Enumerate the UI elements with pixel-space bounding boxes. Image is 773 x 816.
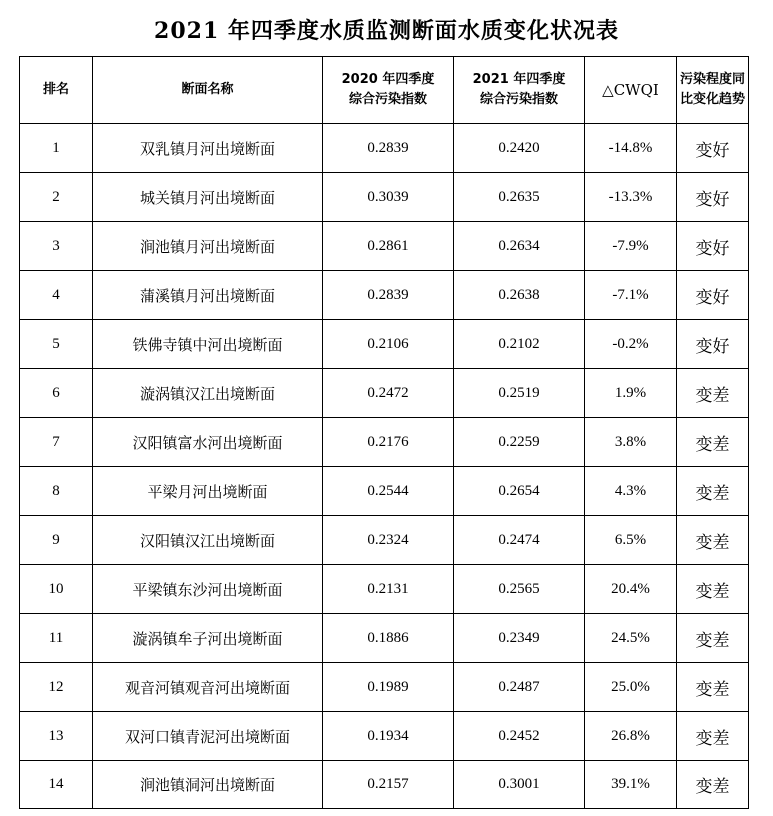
cell-trend: 变差 <box>677 369 749 418</box>
header-trend-line1: 污染程度同 <box>679 72 745 87</box>
cell-trend: 变差 <box>677 712 749 761</box>
table-row <box>20 516 749 565</box>
cell-rank: 13 <box>20 712 93 761</box>
cell-rank: 14 <box>20 761 93 809</box>
cell-index-2020: 0.1989 <box>323 663 454 712</box>
cell-section-name: 铁佛寺镇中河出境断面 <box>93 320 323 369</box>
table-row <box>20 124 749 173</box>
cell-section-name: 平梁月河出境断面 <box>93 467 323 516</box>
cell-index-2020: 0.1886 <box>323 614 454 663</box>
table-row <box>20 369 749 418</box>
table-row <box>20 565 749 614</box>
cell-index-2020: 0.2176 <box>323 418 454 467</box>
cell-section-name: 双河口镇青泥河出境断面 <box>93 712 323 761</box>
table-row <box>20 467 749 516</box>
cell-section-name: 涧池镇洞河出境断面 <box>93 761 323 809</box>
cell-rank: 8 <box>20 467 93 516</box>
table-row <box>20 712 749 761</box>
table-row <box>20 663 749 712</box>
header-index-2020-line2: 综合污染指数 <box>348 92 427 107</box>
cell-index-2021: 0.2452 <box>454 712 585 761</box>
cell-index-2020: 0.2839 <box>323 124 454 173</box>
table-row <box>20 222 749 271</box>
cell-delta-cwqi: -7.9% <box>585 222 677 271</box>
header-index-2021 <box>454 57 585 124</box>
cell-index-2020: 0.2131 <box>323 565 454 614</box>
cell-trend: 变差 <box>677 516 749 565</box>
cell-rank: 5 <box>20 320 93 369</box>
cell-trend: 变差 <box>677 614 749 663</box>
cell-index-2021: 0.2635 <box>454 173 585 222</box>
cell-section-name: 城关镇月河出境断面 <box>93 173 323 222</box>
cell-delta-cwqi: -7.1% <box>585 271 677 320</box>
cell-rank: 7 <box>20 418 93 467</box>
cell-index-2021: 0.2102 <box>454 320 585 369</box>
cell-section-name: 涧池镇月河出境断面 <box>93 222 323 271</box>
header-index-2021-line2: 综合污染指数 <box>479 92 558 107</box>
header-section-name: 断面名称 <box>93 57 323 124</box>
cell-delta-cwqi: -0.2% <box>585 320 677 369</box>
cell-delta-cwqi: 6.5% <box>585 516 677 565</box>
table-row <box>20 320 749 369</box>
cell-index-2020: 0.2472 <box>323 369 454 418</box>
cell-trend: 变差 <box>677 418 749 467</box>
cell-index-2021: 0.2565 <box>454 565 585 614</box>
cell-index-2020: 0.2839 <box>323 271 454 320</box>
cell-section-name: 汉阳镇汉江出境断面 <box>93 516 323 565</box>
cell-index-2020: 0.2544 <box>323 467 454 516</box>
table-row <box>20 173 749 222</box>
cell-delta-cwqi: 25.0% <box>585 663 677 712</box>
cell-rank: 10 <box>20 565 93 614</box>
cell-index-2021: 0.2349 <box>454 614 585 663</box>
cell-index-2021: 0.2259 <box>454 418 585 467</box>
cell-rank: 11 <box>20 614 93 663</box>
cell-trend: 变好 <box>677 320 749 369</box>
cell-index-2021: 0.2634 <box>454 222 585 271</box>
water-quality-table <box>19 56 749 809</box>
cell-trend: 变差 <box>677 761 749 809</box>
cell-delta-cwqi: 24.5% <box>585 614 677 663</box>
cell-delta-cwqi: 1.9% <box>585 369 677 418</box>
cell-rank: 4 <box>20 271 93 320</box>
cell-rank: 6 <box>20 369 93 418</box>
cell-section-name: 漩涡镇汉江出境断面 <box>93 369 323 418</box>
cell-trend: 变好 <box>677 124 749 173</box>
cell-index-2021: 0.2420 <box>454 124 585 173</box>
cell-section-name: 蒲溪镇月河出境断面 <box>93 271 323 320</box>
header-index-2020-line1: 2020 年四季度 <box>341 72 435 87</box>
cell-section-name: 双乳镇月河出境断面 <box>93 124 323 173</box>
cell-delta-cwqi: 26.8% <box>585 712 677 761</box>
cell-trend: 变差 <box>677 565 749 614</box>
cell-delta-cwqi: -14.8% <box>585 124 677 173</box>
cell-section-name: 汉阳镇富水河出境断面 <box>93 418 323 467</box>
cell-index-2021: 0.2474 <box>454 516 585 565</box>
cell-rank: 3 <box>20 222 93 271</box>
cell-trend: 变好 <box>677 173 749 222</box>
page-title: 2021 年四季度水质监测断面水质变化状况表 <box>154 18 619 44</box>
table-row <box>20 614 749 663</box>
cell-delta-cwqi: 20.4% <box>585 565 677 614</box>
cell-index-2021: 0.2638 <box>454 271 585 320</box>
cell-section-name: 平梁镇东沙河出境断面 <box>93 565 323 614</box>
cell-index-2021: 0.2519 <box>454 369 585 418</box>
cell-rank: 1 <box>20 124 93 173</box>
cell-trend: 变好 <box>677 271 749 320</box>
table-header-row <box>20 57 749 124</box>
cell-index-2020: 0.2106 <box>323 320 454 369</box>
header-index-2021-line1: 2021 年四季度 <box>472 72 566 87</box>
cell-index-2020: 0.1934 <box>323 712 454 761</box>
cell-trend: 变差 <box>677 663 749 712</box>
cell-rank: 12 <box>20 663 93 712</box>
cell-rank: 2 <box>20 173 93 222</box>
table-body <box>20 124 749 809</box>
table-row <box>20 271 749 320</box>
cell-delta-cwqi: 39.1% <box>585 761 677 809</box>
header-trend <box>677 57 749 124</box>
cell-index-2021: 0.2654 <box>454 467 585 516</box>
cell-section-name: 观音河镇观音河出境断面 <box>93 663 323 712</box>
cell-trend: 变好 <box>677 222 749 271</box>
header-index-2020 <box>323 57 454 124</box>
cell-trend: 变差 <box>677 467 749 516</box>
cell-index-2020: 0.2861 <box>323 222 454 271</box>
table-row <box>20 418 749 467</box>
cell-rank: 9 <box>20 516 93 565</box>
cell-index-2021: 0.2487 <box>454 663 585 712</box>
cell-delta-cwqi: 4.3% <box>585 467 677 516</box>
cell-index-2020: 0.2324 <box>323 516 454 565</box>
cell-index-2020: 0.2157 <box>323 761 454 809</box>
cell-delta-cwqi: -13.3% <box>585 173 677 222</box>
cell-index-2020: 0.3039 <box>323 173 454 222</box>
cell-delta-cwqi: 3.8% <box>585 418 677 467</box>
header-delta-cwqi: △CWQI <box>585 57 677 124</box>
cell-index-2021: 0.3001 <box>454 761 585 809</box>
table-row <box>20 761 749 809</box>
header-rank: 排名 <box>20 57 93 124</box>
cell-section-name: 漩涡镇牟子河出境断面 <box>93 614 323 663</box>
header-trend-line2: 比变化趋势 <box>679 92 745 107</box>
